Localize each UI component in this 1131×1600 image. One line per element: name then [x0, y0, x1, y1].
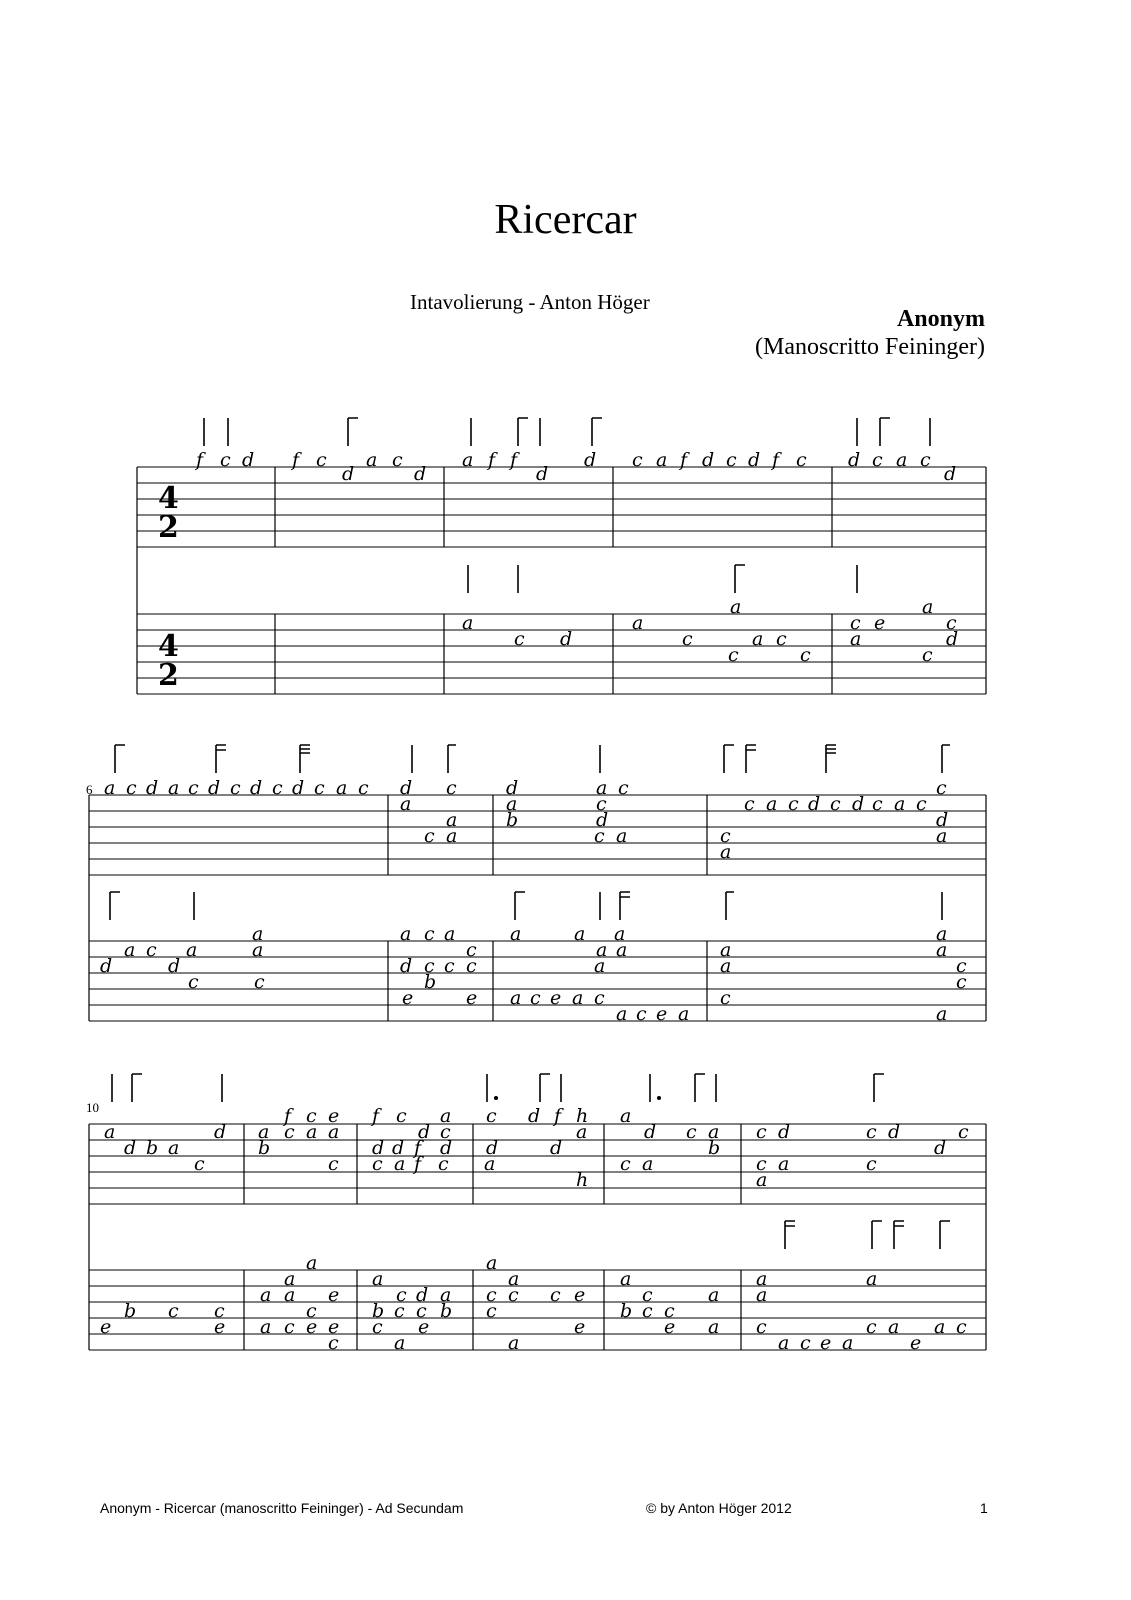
- svg-text:c: c: [396, 1284, 407, 1306]
- svg-text:d: d: [250, 777, 263, 799]
- svg-text:a: a: [642, 1153, 654, 1175]
- svg-text:a: a: [486, 1252, 498, 1274]
- svg-text:c: c: [726, 449, 737, 471]
- svg-text:a: a: [252, 939, 264, 961]
- svg-text:c: c: [664, 1300, 675, 1322]
- svg-text:c: c: [550, 1284, 561, 1306]
- svg-text:c: c: [514, 628, 525, 650]
- svg-text:e: e: [328, 1316, 340, 1338]
- svg-text:f: f: [772, 449, 780, 471]
- svg-text:a: a: [720, 955, 732, 977]
- svg-text:c: c: [636, 1003, 647, 1025]
- rhythm-signs-lower: [110, 892, 942, 920]
- time-signature-top: 4: [158, 629, 179, 664]
- svg-text:c: c: [720, 825, 731, 847]
- svg-text:a: a: [394, 1332, 406, 1354]
- svg-text:d: d: [936, 809, 949, 831]
- svg-text:a: a: [510, 987, 522, 1009]
- svg-text:e: e: [664, 1316, 676, 1338]
- svg-text:c: c: [756, 1121, 767, 1143]
- svg-text:c: c: [314, 777, 325, 799]
- svg-text:c: c: [424, 923, 435, 945]
- svg-text:h: h: [576, 1169, 589, 1191]
- svg-text:d: d: [888, 1121, 901, 1143]
- svg-text:b: b: [708, 1137, 721, 1159]
- svg-text:d: d: [242, 449, 255, 471]
- svg-text:c: c: [596, 793, 607, 815]
- staff-lines-lower: [89, 941, 986, 1021]
- svg-text:a: a: [168, 777, 180, 799]
- svg-text:a: a: [842, 1332, 854, 1354]
- svg-text:c: c: [756, 1316, 767, 1338]
- svg-text:a: a: [168, 1137, 180, 1159]
- svg-text:a: a: [730, 596, 742, 618]
- svg-text:f: f: [196, 449, 204, 471]
- svg-text:c: c: [424, 955, 435, 977]
- svg-text:c: c: [126, 777, 137, 799]
- svg-text:c: c: [866, 1121, 877, 1143]
- svg-text:c: c: [372, 1153, 383, 1175]
- tab-letters-upper: [104, 1105, 969, 1191]
- svg-text:c: c: [776, 628, 787, 650]
- svg-text:f: f: [292, 449, 300, 471]
- svg-text:c: c: [800, 644, 811, 666]
- svg-text:c: c: [306, 1300, 317, 1322]
- svg-text:e: e: [574, 1316, 586, 1338]
- svg-text:d: d: [440, 1137, 453, 1159]
- svg-text:c: c: [466, 939, 477, 961]
- svg-text:d: d: [702, 449, 715, 471]
- svg-text:b: b: [440, 1300, 453, 1322]
- svg-text:c: c: [438, 1153, 449, 1175]
- svg-text:c: c: [594, 825, 605, 847]
- svg-text:c: c: [756, 1153, 767, 1175]
- svg-text:a: a: [462, 612, 474, 634]
- svg-text:c: c: [728, 644, 739, 666]
- svg-text:a: a: [778, 1153, 790, 1175]
- svg-text:a: a: [752, 628, 764, 650]
- svg-text:c: c: [486, 1105, 497, 1127]
- svg-text:b: b: [372, 1300, 385, 1322]
- svg-text:d: d: [596, 809, 609, 831]
- system-2: [86, 745, 986, 1025]
- svg-text:a: a: [936, 1003, 948, 1025]
- svg-text:c: c: [800, 1332, 811, 1354]
- svg-text:f: f: [414, 1153, 422, 1175]
- source-manuscript: (Manoscritto Feininger): [755, 334, 985, 360]
- svg-text:a: a: [616, 1003, 628, 1025]
- tab-letters-lower: [462, 596, 958, 666]
- tab-letters-upper: [104, 777, 948, 863]
- svg-text:c: c: [936, 777, 947, 799]
- dots: [494, 1096, 661, 1100]
- svg-text:c: c: [416, 1300, 427, 1322]
- svg-text:a: a: [894, 793, 906, 815]
- svg-text:c: c: [916, 793, 927, 815]
- rhythm-signs-upper: [115, 745, 950, 773]
- svg-text:a: a: [756, 1169, 768, 1191]
- footer-page-number: 1: [980, 1500, 988, 1516]
- svg-text:a: a: [596, 939, 608, 961]
- arranger-credit: Intavolierung - Anton Höger: [410, 290, 650, 314]
- svg-text:b: b: [146, 1137, 159, 1159]
- svg-text:a: a: [328, 1121, 340, 1143]
- svg-text:c: c: [686, 1121, 697, 1143]
- svg-text:c: c: [620, 1153, 631, 1175]
- system-1: [137, 418, 986, 694]
- svg-text:d: d: [124, 1137, 137, 1159]
- svg-text:d: d: [944, 463, 957, 485]
- svg-text:c: c: [328, 1332, 339, 1354]
- svg-text:a: a: [572, 987, 584, 1009]
- svg-text:d: d: [414, 463, 427, 485]
- svg-text:d: d: [208, 777, 221, 799]
- svg-text:a: a: [720, 939, 732, 961]
- svg-text:c: c: [720, 987, 731, 1009]
- svg-text:c: c: [682, 628, 693, 650]
- svg-text:a: a: [336, 777, 348, 799]
- svg-text:c: c: [618, 777, 629, 799]
- svg-text:c: c: [642, 1284, 653, 1306]
- svg-text:d: d: [560, 628, 573, 650]
- svg-text:a: a: [594, 955, 606, 977]
- svg-text:c: c: [396, 1105, 407, 1127]
- svg-text:d: d: [808, 793, 821, 815]
- svg-text:a: a: [616, 825, 628, 847]
- svg-text:b: b: [424, 971, 437, 993]
- svg-text:f: f: [680, 449, 688, 471]
- svg-text:b: b: [620, 1300, 633, 1322]
- svg-text:c: c: [872, 793, 883, 815]
- svg-text:d: d: [934, 1137, 947, 1159]
- svg-text:a: a: [766, 793, 778, 815]
- svg-text:c: c: [284, 1316, 295, 1338]
- svg-text:c: c: [146, 939, 157, 961]
- svg-text:a: a: [260, 1316, 272, 1338]
- svg-text:c: c: [328, 1153, 339, 1175]
- svg-text:f: f: [510, 449, 518, 471]
- svg-text:a: a: [934, 1316, 946, 1338]
- svg-text:e: e: [466, 987, 478, 1009]
- svg-text:a: a: [284, 1268, 296, 1290]
- svg-text:a: a: [656, 449, 668, 471]
- system-3: [86, 1074, 986, 1354]
- svg-text:e: e: [306, 1316, 318, 1338]
- svg-text:a: a: [936, 923, 948, 945]
- svg-text:c: c: [188, 971, 199, 993]
- svg-text:d: d: [550, 1137, 563, 1159]
- svg-text:a: a: [778, 1332, 790, 1354]
- svg-text:e: e: [328, 1105, 340, 1127]
- svg-text:c: c: [956, 971, 967, 993]
- svg-text:a: a: [574, 923, 586, 945]
- svg-text:d: d: [146, 777, 159, 799]
- svg-text:a: a: [756, 1284, 768, 1306]
- svg-text:d: d: [506, 777, 519, 799]
- svg-text:a: a: [850, 628, 862, 650]
- measure-number: 6: [86, 782, 93, 797]
- svg-text:a: a: [366, 449, 378, 471]
- svg-text:e: e: [214, 1316, 226, 1338]
- svg-text:c: c: [632, 449, 643, 471]
- svg-text:c: c: [272, 777, 283, 799]
- svg-text:a: a: [678, 1003, 690, 1025]
- svg-text:d: d: [100, 955, 113, 977]
- svg-text:a: a: [372, 1268, 384, 1290]
- svg-text:e: e: [418, 1316, 430, 1338]
- svg-text:a: a: [510, 923, 522, 945]
- svg-text:c: c: [946, 612, 957, 634]
- svg-text:d: d: [584, 449, 597, 471]
- time-signature-top: 4: [158, 481, 179, 516]
- svg-text:d: d: [946, 628, 959, 650]
- svg-text:d: d: [528, 1105, 541, 1127]
- svg-text:c: c: [922, 644, 933, 666]
- svg-text:d: d: [848, 449, 861, 471]
- svg-text:a: a: [444, 923, 456, 945]
- svg-text:c: c: [316, 449, 327, 471]
- svg-text:c: c: [486, 1284, 497, 1306]
- svg-text:a: a: [306, 1252, 318, 1274]
- svg-text:d: d: [778, 1121, 791, 1143]
- svg-text:a: a: [936, 939, 948, 961]
- svg-text:d: d: [168, 955, 181, 977]
- svg-text:c: c: [508, 1284, 519, 1306]
- svg-text:c: c: [284, 1121, 295, 1143]
- svg-text:a: a: [720, 841, 732, 863]
- svg-text:d: d: [748, 449, 761, 471]
- svg-text:d: d: [372, 1137, 385, 1159]
- time-signature-bottom: 2: [158, 510, 179, 545]
- svg-text:c: c: [872, 449, 883, 471]
- svg-text:c: c: [530, 987, 541, 1009]
- composer-name: Anonym: [896, 306, 985, 332]
- svg-text:c: c: [392, 449, 403, 471]
- svg-text:a: a: [400, 793, 412, 815]
- rhythm-signs-upper: [204, 418, 930, 446]
- svg-text:a: a: [446, 825, 458, 847]
- svg-text:c: c: [394, 1300, 405, 1322]
- svg-text:c: c: [958, 1121, 969, 1143]
- svg-text:a: a: [576, 1121, 588, 1143]
- svg-text:e: e: [328, 1284, 340, 1306]
- svg-text:a: a: [306, 1121, 318, 1143]
- svg-text:e: e: [820, 1332, 832, 1354]
- svg-text:a: a: [888, 1316, 900, 1338]
- svg-text:a: a: [284, 1284, 296, 1306]
- svg-text:d: d: [400, 955, 413, 977]
- svg-text:a: a: [708, 1121, 720, 1143]
- svg-text:c: c: [214, 1300, 225, 1322]
- rhythm-signs-lower: [785, 1221, 950, 1249]
- svg-text:c: c: [440, 1121, 451, 1143]
- svg-text:a: a: [506, 793, 518, 815]
- svg-text:a: a: [186, 939, 198, 961]
- svg-text:a: a: [440, 1105, 452, 1127]
- svg-text:a: a: [104, 1121, 116, 1143]
- staff-lines-upper: [137, 467, 986, 547]
- svg-text:d: d: [852, 793, 865, 815]
- svg-text:c: c: [306, 1105, 317, 1127]
- svg-text:a: a: [258, 1121, 270, 1143]
- tab-letters-lower: [100, 1252, 967, 1354]
- rhythm-signs-upper: [112, 1074, 884, 1102]
- svg-text:c: c: [444, 955, 455, 977]
- svg-text:e: e: [874, 612, 886, 634]
- time-signature-bottom: 2: [158, 658, 179, 693]
- svg-text:c: c: [466, 955, 477, 977]
- svg-text:b: b: [258, 1137, 271, 1159]
- svg-text:a: a: [400, 923, 412, 945]
- svg-text:c: c: [866, 1316, 877, 1338]
- svg-text:b: b: [124, 1300, 137, 1322]
- svg-text:a: a: [260, 1284, 272, 1306]
- svg-text:c: c: [866, 1153, 877, 1175]
- svg-text:c: c: [358, 777, 369, 799]
- svg-text:a: a: [596, 777, 608, 799]
- svg-text:f: f: [554, 1105, 562, 1127]
- svg-text:c: c: [486, 1300, 497, 1322]
- svg-text:c: c: [230, 777, 241, 799]
- svg-text:d: d: [214, 1121, 227, 1143]
- svg-text:c: c: [168, 1300, 179, 1322]
- svg-text:c: c: [220, 449, 231, 471]
- svg-text:a: a: [632, 612, 644, 634]
- svg-text:a: a: [620, 1268, 632, 1290]
- svg-text:a: a: [508, 1332, 520, 1354]
- svg-text:c: c: [796, 449, 807, 471]
- svg-text:c: c: [594, 987, 605, 1009]
- svg-text:c: c: [194, 1153, 205, 1175]
- svg-text:c: c: [920, 449, 931, 471]
- svg-text:c: c: [830, 793, 841, 815]
- svg-text:d: d: [644, 1121, 657, 1143]
- svg-text:a: a: [936, 825, 948, 847]
- svg-text:c: c: [446, 777, 457, 799]
- svg-text:a: a: [614, 923, 626, 945]
- svg-text:e: e: [402, 987, 414, 1009]
- svg-text:a: a: [616, 939, 628, 961]
- svg-text:e: e: [574, 1284, 586, 1306]
- svg-text:a: a: [462, 449, 474, 471]
- svg-text:f: f: [284, 1105, 292, 1127]
- svg-text:a: a: [394, 1153, 406, 1175]
- svg-text:f: f: [414, 1137, 422, 1159]
- svg-text:c: c: [372, 1316, 383, 1338]
- svg-text:a: a: [708, 1284, 720, 1306]
- svg-text:d: d: [536, 463, 549, 485]
- svg-text:c: c: [188, 777, 199, 799]
- svg-text:d: d: [400, 777, 413, 799]
- svg-text:c: c: [956, 955, 967, 977]
- svg-text:a: a: [756, 1268, 768, 1290]
- svg-text:c: c: [850, 612, 861, 634]
- svg-text:a: a: [896, 449, 908, 471]
- svg-text:a: a: [866, 1268, 878, 1290]
- svg-text:f: f: [372, 1105, 380, 1127]
- svg-text:c: c: [424, 825, 435, 847]
- svg-text:h: h: [576, 1105, 589, 1127]
- svg-text:a: a: [620, 1105, 632, 1127]
- footer-piece-info: Anonym - Ricercar (manoscritto Feininger) - Ad Secundam: [100, 1500, 464, 1516]
- svg-text:e: e: [910, 1332, 922, 1354]
- svg-text:e: e: [100, 1316, 112, 1338]
- svg-text:c: c: [788, 793, 799, 815]
- svg-text:d: d: [418, 1121, 431, 1143]
- svg-text:f: f: [488, 449, 496, 471]
- svg-text:a: a: [252, 923, 264, 945]
- rhythm-signs-lower: [468, 565, 857, 593]
- svg-text:c: c: [956, 1316, 967, 1338]
- barlines: [137, 467, 986, 694]
- svg-text:a: a: [508, 1268, 520, 1290]
- svg-text:a: a: [124, 939, 136, 961]
- svg-text:d: d: [416, 1284, 429, 1306]
- svg-text:a: a: [484, 1153, 496, 1175]
- svg-text:e: e: [656, 1003, 668, 1025]
- measure-number: 10: [86, 1100, 99, 1115]
- svg-text:c: c: [642, 1300, 653, 1322]
- svg-text:c: c: [254, 971, 265, 993]
- svg-text:a: a: [104, 777, 116, 799]
- svg-text:d: d: [342, 463, 355, 485]
- page-title: Ricercar: [494, 197, 637, 243]
- svg-text:d: d: [292, 777, 305, 799]
- footer-copyright: © by Anton Höger 2012: [646, 1500, 792, 1516]
- svg-text:a: a: [446, 809, 458, 831]
- svg-text:d: d: [392, 1137, 405, 1159]
- svg-text:a: a: [922, 596, 934, 618]
- svg-text:e: e: [550, 987, 562, 1009]
- svg-text:a: a: [440, 1284, 452, 1306]
- svg-text:b: b: [506, 809, 519, 831]
- svg-text:c: c: [744, 793, 755, 815]
- svg-text:d: d: [486, 1137, 499, 1159]
- svg-text:a: a: [708, 1316, 720, 1338]
- tab-letters-lower: [100, 923, 967, 1025]
